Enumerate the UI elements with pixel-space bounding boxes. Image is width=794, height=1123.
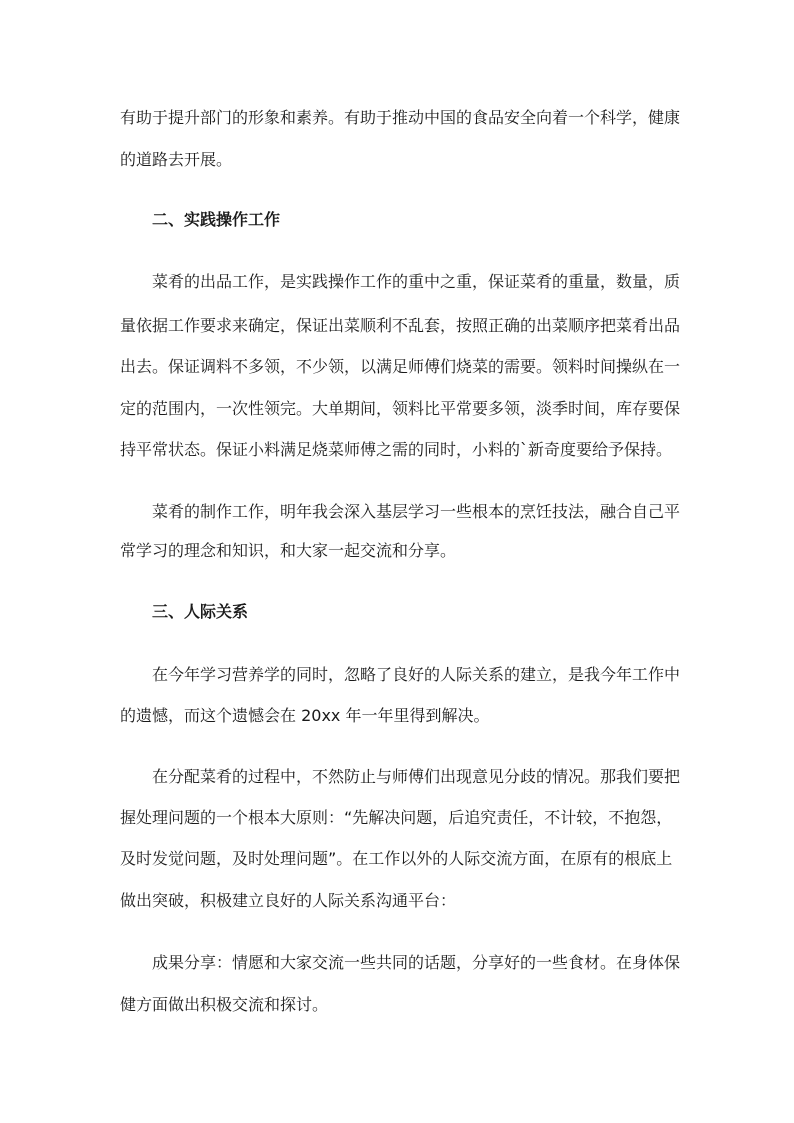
section-heading-practice: 二、实践操作工作 [152, 210, 281, 229]
paragraph-line: 有助于提升部门的形象和素养。有助于推动中国的食品安全向着一个科学，健康 [120, 108, 681, 127]
paragraph-line: 握处理问题的一个根本大原则：“先解决问题，后追究责任，不计较，不抱怨， [120, 808, 673, 827]
paragraph-line: 成果分享：情愿和大家交流一些共同的话题，分享好的一些食材。在身体保 [152, 953, 681, 972]
paragraph-line: 做出突破，积极建立良好的人际关系沟通平台： [120, 891, 457, 910]
paragraph-line: 出去。保证调料不多领，不少领，以满足师傅们烧菜的需要。领料时间操纵在一 [120, 357, 681, 376]
paragraph-line: 在今年学习营养学的同时，忽略了良好的人际关系的建立，是我今年工作中 [152, 665, 681, 684]
paragraph-line: 的道路去开展。 [120, 150, 233, 169]
paragraph-line: 菜肴的制作工作，明年我会深入基层学习一些根本的烹饪技法，融合自己平 [152, 502, 681, 521]
paragraph-line: 健方面做出积极交流和探讨。 [120, 995, 329, 1014]
paragraph-line: 及时发觉问题，及时处理问题”。在工作以外的人际交流方面，在原有的根底上 [120, 849, 673, 868]
paragraph-line: 量依据工作要求来确定，保证出菜顺利不乱套，按照正确的出菜顺序把菜肴出品 [120, 316, 681, 335]
paragraph-line: 在分配菜肴的过程中，不然防止与师傅们出现意见分歧的情况。那我们要把 [152, 767, 681, 786]
paragraph-line: 菜肴的出品工作，是实践操作工作的重中之重，保证菜肴的重量，数量，质 [152, 272, 681, 291]
paragraph-line: 持平常状态。保证小料满足烧菜师傅之需的同时，小料的`新奇度要给予保持。 [120, 440, 673, 459]
paragraph-line: 常学习的理念和知识，和大家一起交流和分享。 [120, 541, 457, 560]
section-heading-relations: 三、人际关系 [152, 602, 249, 621]
paragraph-line: 定的范围内，一次性领完。大单期间，领料比平常要多领，淡季时间，库存要保 [120, 399, 681, 418]
paragraph-line: 的遗憾，而这个遗憾会在 20xx 年一年里得到解决。 [120, 706, 490, 725]
